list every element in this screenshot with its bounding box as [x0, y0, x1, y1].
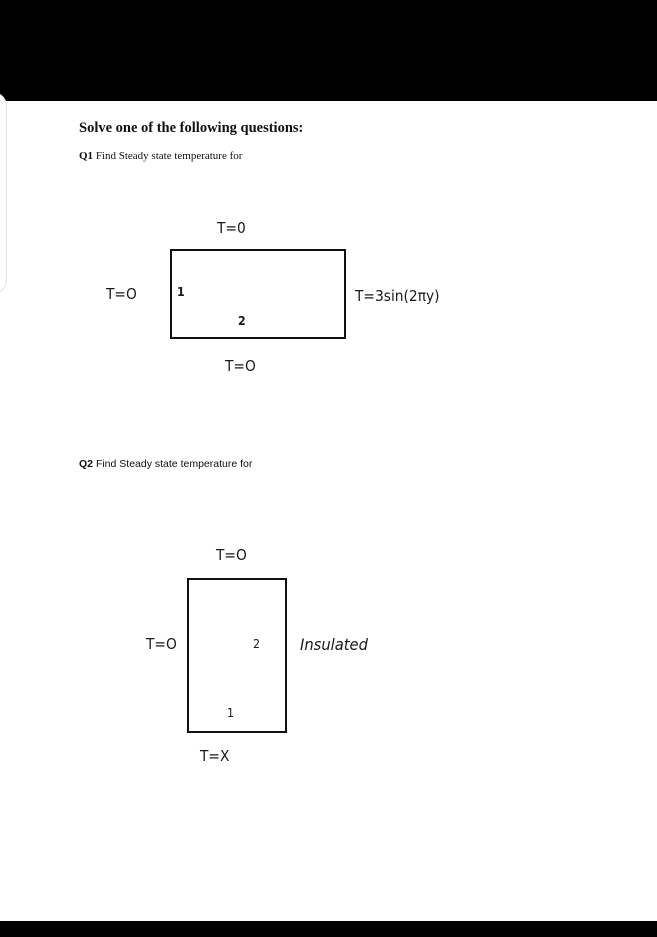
- question-1-label: Q1: [79, 150, 94, 162]
- question-1-text: Find Steady state temperature for: [95, 150, 243, 162]
- q2-right-boundary-label: Insulated: [300, 635, 368, 654]
- q2-bottom-boundary-label: T=X: [200, 747, 230, 765]
- q2-top-boundary-label: T=O: [216, 546, 247, 564]
- q1-rectangle: [170, 249, 346, 339]
- q2-left-boundary-label: T=O: [146, 635, 177, 653]
- q2-rectangle: [187, 578, 287, 733]
- q1-left-boundary-label: T=O: [106, 285, 137, 303]
- q1-bottom-boundary-label: T=O: [225, 357, 256, 375]
- q2-width-label: 1: [227, 706, 235, 720]
- q1-top-boundary-label: T=0: [217, 219, 246, 237]
- page-edge-shadow: [0, 92, 7, 294]
- document-heading: Solve one of the following questions:: [79, 120, 304, 136]
- q1-height-label: 1: [177, 285, 185, 299]
- q1-right-boundary-label: T=3sin(2πy): [355, 287, 440, 305]
- q1-width-label: 2: [238, 314, 246, 328]
- question-1-title: [79, 150, 242, 162]
- question-2-title: [79, 458, 252, 470]
- bottom-black-bar: [0, 921, 657, 937]
- top-black-bar: [0, 0, 657, 101]
- question-2-label: Q2: [79, 458, 94, 470]
- question-2-text: Find Steady state temperature for: [95, 458, 253, 470]
- q2-height-label: 2: [253, 637, 261, 651]
